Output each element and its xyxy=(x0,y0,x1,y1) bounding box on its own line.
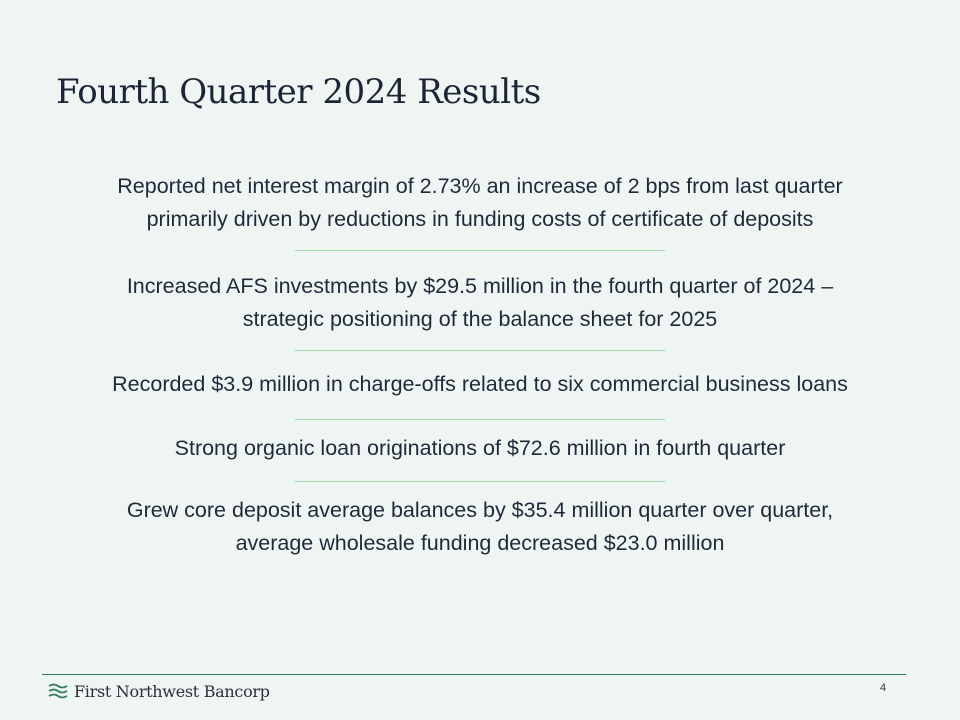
logo-text: First Northwest Bancorp xyxy=(74,681,270,701)
result-line: average wholesale funding decreased $23.0 million xyxy=(235,531,725,555)
result-line: Grew core deposit average balances by $35.4 million quarter over quarter, xyxy=(126,498,834,522)
result-line: Strong organic loan originations of $72.6 million in fourth quarter xyxy=(174,436,786,460)
wave-lines-icon xyxy=(48,683,68,699)
result-line: Recorded $3.9 million in charge-offs related to six commercial business loans xyxy=(112,372,848,396)
result-item-core-deposits xyxy=(40,494,920,560)
result-line: Reported net interest margin of 2.73% an increase of 2 bps from last quarter xyxy=(117,174,843,198)
result-line: primarily driven by reductions in funding costs of certificate of deposits xyxy=(146,207,814,231)
slide-title: Fourth Quarter 2024 Results xyxy=(56,72,541,112)
company-logo xyxy=(48,680,270,702)
result-item-afs-investments xyxy=(40,270,920,336)
page-number: 4 xyxy=(880,682,887,694)
result-item-loan-originations xyxy=(40,432,920,465)
divider xyxy=(295,350,665,351)
divider xyxy=(295,419,665,420)
result-line: strategic positioning of the balance sheet for 2025 xyxy=(242,307,718,331)
footer-rule xyxy=(42,674,906,675)
results-list xyxy=(40,170,920,560)
result-item-net-interest-margin xyxy=(40,170,920,236)
result-line: Increased AFS investments by $29.5 million in the fourth quarter of 2024 – xyxy=(126,274,834,298)
divider xyxy=(295,481,665,482)
result-item-charge-offs xyxy=(40,368,920,401)
divider xyxy=(295,250,665,251)
